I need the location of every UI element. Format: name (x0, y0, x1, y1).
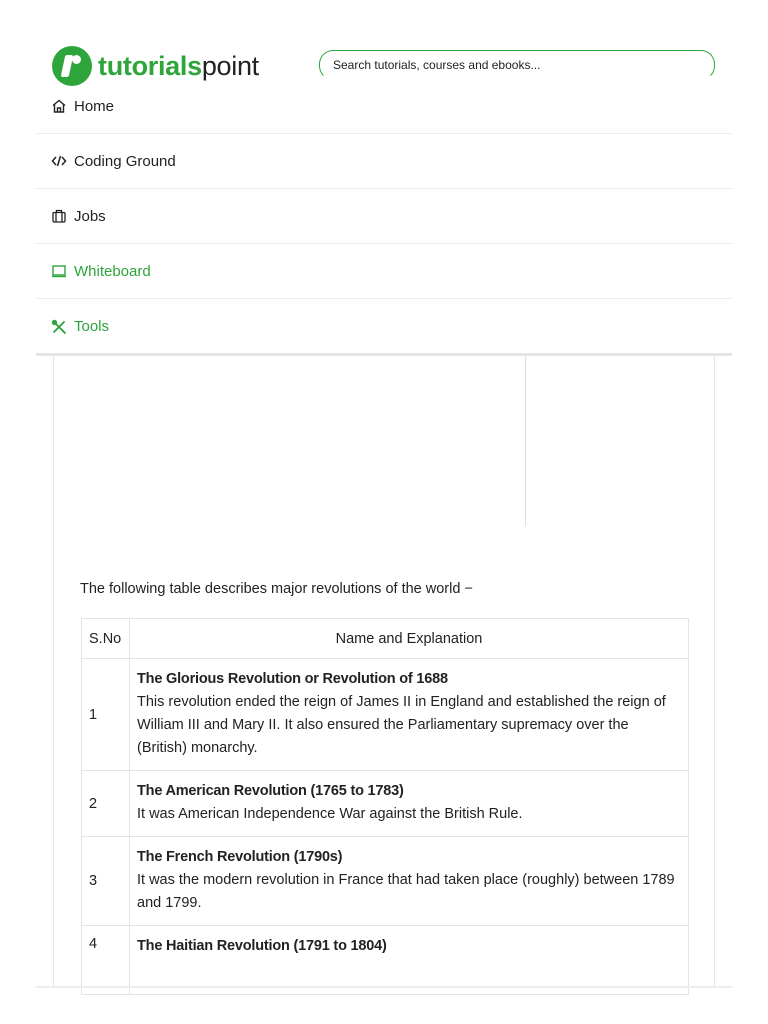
nav-item-jobs[interactable] (36, 189, 732, 244)
table-row (82, 659, 689, 771)
revolutions-table (81, 618, 689, 995)
table-row (82, 771, 689, 837)
table-row (82, 926, 689, 995)
ad-divider (525, 356, 526, 526)
row-title: The Haitian Revolution (1791 to 1804) (137, 938, 387, 954)
table-header-row (82, 619, 689, 659)
tools-icon (50, 318, 68, 336)
nav-item-label: Tools (74, 318, 110, 335)
site-header (36, 36, 732, 356)
row-sno: 3 (82, 837, 130, 926)
nav-item-label: Coding Ground (74, 152, 176, 170)
row-text: This revolution ended the reign of James II in England and established the reign of William III and Mary II. It also ensured the Parliamentary supremacy over the (British) monarchy. (137, 694, 666, 756)
row-sno: 1 (82, 659, 130, 771)
row-explanation (130, 771, 689, 837)
row-sno: 4 (82, 926, 130, 995)
table-row (82, 837, 689, 926)
row-explanation (130, 659, 689, 771)
row-title: The Glorious Revolution or Revolution of 1688 (137, 671, 448, 687)
logo-text-bold: tutorials (98, 51, 202, 81)
whiteboard-icon (50, 262, 68, 280)
briefcase-icon (50, 207, 68, 225)
nav-item-home[interactable] (36, 79, 732, 134)
nav-item-label: Jobs (74, 207, 106, 225)
row-sno: 2 (82, 771, 130, 837)
search-input[interactable] (319, 50, 715, 80)
nav-item-label: Whiteboard (74, 262, 151, 280)
row-title: The American Revolution (1765 to 1783) (137, 783, 404, 799)
code-icon (50, 152, 68, 170)
row-explanation (130, 837, 689, 926)
header-sno: S.No (82, 619, 130, 659)
main-nav (36, 79, 732, 354)
table-intro: The following table describes major revolutions of the world − (80, 581, 473, 597)
header-name-explanation: Name and Explanation (130, 619, 689, 659)
nav-item-tools[interactable] (36, 299, 732, 354)
row-text: It was the modern revolution in France that had taken place (roughly) between 1789 and 1799. (137, 872, 675, 911)
nav-item-label: Home (74, 97, 115, 115)
row-explanation (130, 926, 689, 995)
home-icon (50, 97, 68, 115)
nav-item-coding-ground[interactable] (36, 134, 732, 189)
logo-text-light: point (201, 51, 259, 81)
footer-divider (36, 986, 732, 988)
row-title: The French Revolution (1790s) (137, 849, 343, 865)
row-text: It was American Independence War against the British Rule. (137, 806, 523, 822)
article-content (53, 356, 715, 986)
nav-item-whiteboard[interactable] (36, 244, 732, 299)
